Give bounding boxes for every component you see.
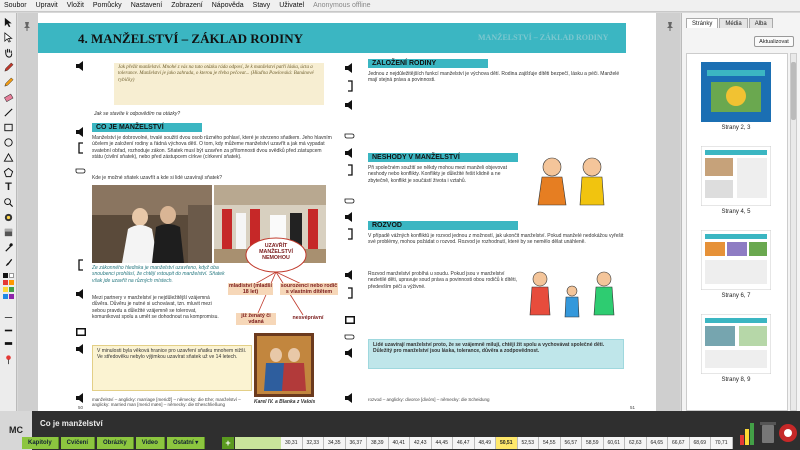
page-button[interactable]: 60,61 [604, 437, 626, 449]
menu-soubor[interactable]: Soubor [4, 2, 27, 9]
thumbnail-image [701, 62, 771, 122]
app-logo: MC [0, 411, 32, 450]
color-purple[interactable] [9, 294, 14, 299]
bracket-right-icon[interactable] [343, 163, 357, 177]
section-bar-neshody [368, 153, 518, 162]
definition-text: Manželství je dobrovolné, trvalé soužití dvou osob různého pohlaví, které je stvrzeno sňatkem. Jeho hlavním účelem je založení rodiny a řádná výchova dětí. O tom, kdy můžeme manželství uzavřít a jak má vypadat svatební obřad, rozhoduje zákon. Sňatek musí být uzavřen za přítomnosti dvou svědků před zástupcem státu (civilní sňatek), nebo před zástupcem církve (církevní sňatek). [92, 135, 332, 161]
highlighter-icon[interactable] [2, 76, 15, 89]
glossary-left: manželství – anglicky: marriage [meridž] – německy: die Ehe; manželství – anglicky: married man [merid mæn] – německy: die Eheschließung [92, 397, 241, 407]
color-green[interactable] [9, 287, 14, 292]
page-button[interactable]: 40,41 [389, 437, 411, 449]
page-button[interactable]: 36,37 [346, 437, 368, 449]
menu-uzivatel[interactable]: Uživatel [279, 2, 305, 9]
magnifier-icon[interactable] [2, 196, 15, 209]
video-button[interactable]: Video [136, 437, 165, 449]
page-button[interactable]: 42,43 [410, 437, 432, 449]
menu-bar [0, 0, 800, 12]
settings-icon[interactable] [779, 424, 797, 442]
brush-icon[interactable] [2, 256, 15, 269]
thumbnail-8-9[interactable] [701, 314, 771, 383]
thumbnail-image [701, 230, 771, 290]
glossary-right: rozvod – anglicky: divorce [divórs] – německy: die Scheidung [368, 397, 490, 402]
running-head: MANŽELSTVÍ – ZÁKLAD RODINY [478, 33, 609, 42]
thumbnail-image [701, 146, 771, 206]
color-black[interactable] [3, 273, 8, 278]
bracket-left-icon[interactable] [74, 258, 88, 272]
speaker-icon[interactable] [343, 98, 357, 112]
section-bar-co-je [92, 123, 202, 132]
speaker-icon[interactable] [343, 210, 357, 224]
gallery-icon[interactable] [74, 325, 88, 339]
nav-buttons [22, 437, 207, 449]
speaker-icon[interactable] [74, 391, 88, 405]
mindmap-node-married: již ženatý či vdaná [236, 313, 276, 325]
painting-caption: Karel IV. a Blanka z Valois [254, 399, 316, 405]
bottom-bar [0, 411, 800, 450]
chart-icon[interactable] [740, 423, 754, 445]
photo-caption: Ze zákonného hlediska je manželství uzavřeno, když oba snoubenci prohlásí, že chtějí vstoupit do manželství. Sňatek však jde uzavřít na různých místech. [92, 265, 225, 284]
add-button[interactable]: + [222, 437, 234, 449]
page-button[interactable]: 68,69 [690, 437, 712, 449]
bracket-left-icon[interactable] [74, 141, 88, 155]
picker-icon[interactable] [2, 241, 15, 254]
side-panel [681, 13, 800, 411]
page-track[interactable] [235, 437, 281, 449]
page-button[interactable]: 70,71 [711, 437, 733, 449]
speaker-icon[interactable] [343, 346, 357, 360]
hand-pointing-icon[interactable] [343, 329, 357, 343]
page-thumbnails [686, 53, 788, 411]
thumbnail-6-7[interactable] [701, 230, 771, 299]
speaker-icon[interactable] [74, 125, 88, 139]
speaker-icon[interactable] [74, 342, 88, 356]
bottom-icons [738, 417, 800, 447]
menu-vlozit[interactable]: Vložit [66, 2, 84, 9]
color-red[interactable] [3, 280, 8, 285]
bracket-right-icon[interactable] [343, 286, 357, 300]
triangle-icon[interactable] [2, 151, 15, 164]
page-button[interactable]: 44,45 [432, 437, 454, 449]
stroke-thick-icon[interactable] [2, 337, 15, 350]
section-title-neshody: NESHODY V MANŽELSTVÍ [372, 154, 460, 161]
page-button-current[interactable]: 50,51 [496, 437, 518, 449]
family-text: Jednou z nejdůležitějších funkcí manželství je výchova dětí. Rodina zajišťuje dítěti bezpečí, lásku a péči. Manželé mají stejná práva a povinnosti. [368, 71, 620, 84]
page-button[interactable]: 54,55 [539, 437, 561, 449]
thumbnail-scrollbar[interactable] [790, 53, 797, 411]
text-tool-icon[interactable]: T [5, 181, 12, 193]
spotlight-icon[interactable] [2, 211, 15, 224]
trust-text: Mezi partnery v manželství je nejdůležitější vzájemná důvěra. Důvěru je nutné si uchovávat, tzn. mluvit mezi sebou pravdu a důležité vzájemně se tolerovat, komunikovat spolu a umět se dohodnout na kompromisu. [92, 295, 219, 321]
tool-palette [0, 13, 17, 413]
summary-highlight: Lidé uzavírají manželství proto, že se vzájemně milují, chtějí žít spolu a vychovávat společné děti. Důležitý pro manželství jsou láska, tolerance, důvěra a zodpovědnost. [368, 339, 624, 369]
trash-icon[interactable] [760, 422, 776, 443]
speaker-icon[interactable] [343, 146, 357, 160]
thumbnail-label: Strany 6, 7 [721, 293, 751, 299]
current-chapter: Co je manželství [32, 411, 272, 437]
history-note: V minulosti byla věková hranice pro uzavření sňatku mnohem nižší. Ve středověku nebylo výjimkou uzavírat sňatek už ve 14 letech. [92, 345, 252, 391]
hand-icon[interactable] [2, 46, 15, 59]
page-selector [281, 437, 733, 449]
tab-albums[interactable]: Alba [749, 18, 773, 28]
menu-nastaveni[interactable]: Nastavení [130, 2, 163, 9]
book-viewer [18, 13, 680, 411]
mindmap-node-minors: mladiství (mladší 18 let) [229, 283, 272, 295]
section-title-zalozeni: ZALOŽENÍ RODINY [372, 60, 437, 67]
gallery-icon[interactable] [343, 313, 357, 327]
hand-pointing-icon[interactable] [74, 163, 88, 177]
section-title-rozvod: ROZVOD [372, 222, 402, 229]
rectangle-icon[interactable] [2, 121, 15, 134]
line-icon[interactable] [2, 106, 15, 119]
court-text: Rozvod manželství probíhá u soudu. Pokud jsou v manželství nezletilé děti, upravuje soud práva a povinnosti obou rodičů k dítěti, především péči a výživné. [368, 271, 517, 290]
page-number-left: 50 [78, 405, 84, 410]
pin-icon[interactable] [20, 19, 34, 33]
section-bar-rozvod [368, 221, 518, 230]
page-button[interactable]: 64,65 [647, 437, 669, 449]
page-button[interactable]: 32,33 [303, 437, 325, 449]
page-button[interactable]: 34,35 [324, 437, 346, 449]
pen-icon[interactable] [2, 61, 15, 74]
speaker-icon[interactable] [343, 61, 357, 75]
mindmap-node-siblings: sourozenci nebo rodič s vlastním dítětem [280, 283, 338, 295]
menu-napoveda[interactable]: Nápověda [211, 2, 244, 9]
chapter-title: 4. MANŽELSTVÍ – ZÁKLAD RODINY [78, 31, 303, 46]
panel-tabs [686, 18, 774, 28]
divorce-illustration [522, 265, 622, 325]
wedding-photo [92, 185, 212, 263]
conflicts-text: Při společném soužití se někdy mohou mezi manželi objevovat neshody nebo konflikty. Konflikty je důležité řešit klidně a ne zbytečně, konflikt je součástí života i vztahů. [368, 165, 507, 184]
section-bar-zalozeni [368, 59, 488, 68]
thumbnail-label: Strany 8, 9 [721, 377, 751, 383]
select-arrow-icon[interactable] [2, 31, 15, 44]
speaker-icon[interactable] [74, 287, 88, 301]
divorce-text: V případě vážných konfliktů je rozvod jednou z možností, jak ukončit manželství. Pokud manželé nedokážou vyřešit své problémy, mohou požádat o rozvod. Rozvod je rozhodnutí, které by se nemělo dělat unáhleně. [368, 233, 624, 246]
curtain-icon[interactable] [2, 226, 15, 239]
exercises-button[interactable]: Cvičení [61, 437, 95, 449]
page-button[interactable]: 48,49 [475, 437, 497, 449]
arguing-couple-illustration [522, 149, 622, 211]
pointer-arrow-icon[interactable] [2, 16, 15, 29]
speaker-icon[interactable] [74, 59, 88, 73]
hand-pointing-icon[interactable] [343, 193, 357, 207]
eraser-icon[interactable] [2, 91, 15, 104]
refresh-button[interactable]: Aktualizovat [754, 36, 794, 47]
page-button[interactable]: 52,53 [518, 437, 540, 449]
scrollbar-thumb[interactable] [791, 62, 796, 120]
tab-pages[interactable]: Stránky [686, 18, 718, 28]
page-button[interactable]: 62,63 [625, 437, 647, 449]
images-button[interactable]: Obrázky [97, 437, 134, 449]
menu-zobrazeni[interactable]: Zobrazení [171, 2, 203, 9]
color-yellow[interactable] [3, 287, 8, 292]
thumbnail-label: Strany 2, 3 [721, 125, 751, 131]
page-button[interactable]: 58,59 [582, 437, 604, 449]
page-button[interactable]: 30,31 [281, 437, 303, 449]
menu-stavy[interactable]: Stavy [252, 2, 271, 9]
mindmap-node-incapacitated: nesvéprávní [292, 315, 324, 321]
page-button[interactable]: 38,39 [367, 437, 389, 449]
chapters-button[interactable]: Kapitoly [22, 437, 59, 449]
thumbnail-label: Strany 4, 5 [721, 209, 751, 215]
page-button[interactable]: 66,67 [668, 437, 690, 449]
color-orange[interactable] [9, 280, 14, 285]
pin-icon[interactable] [663, 19, 677, 33]
historical-painting [254, 333, 314, 397]
mindmap-center: UZAVŘÍT MANŽELSTVÍ NEMOHOU [259, 243, 293, 261]
polygon-icon[interactable] [2, 166, 15, 179]
thumbnail-image [701, 314, 771, 374]
user-status: Anonymous offline [313, 2, 371, 9]
page-button[interactable]: 56,57 [561, 437, 583, 449]
thumbnail-4-5[interactable] [701, 146, 771, 215]
photo-question: Kde je možné sňatek uzavřít a kde si lidé uzavírají sňatek? [92, 175, 223, 181]
page-button[interactable]: 46,47 [453, 437, 475, 449]
speaker-icon[interactable] [343, 391, 357, 405]
stroke-medium-icon[interactable] [2, 324, 15, 337]
stroke-thin-icon[interactable] [2, 311, 15, 324]
menu-upravit[interactable]: Upravit [35, 2, 58, 9]
speaker-icon[interactable] [343, 268, 357, 282]
tab-media[interactable]: Média [719, 18, 747, 28]
hand-pointing-icon[interactable] [343, 128, 357, 142]
pin-icon[interactable] [2, 353, 15, 366]
ellipse-icon[interactable] [2, 136, 15, 149]
color-blue[interactable] [3, 294, 8, 299]
menu-pomucky[interactable]: Pomůcky [92, 2, 122, 9]
other-dropdown[interactable]: Ostatní ▾ [167, 437, 205, 449]
bracket-right-icon[interactable] [343, 227, 357, 241]
quote-box: Jak přežít manželství. Mnohé z vás na tuto otázku ráda odpoví, že k manželství patří láska, úcta a tolerance. Manželství je jako zahrada, o kterou je třeba pečovat... (Hlaďna Pawlovská: Banánové rybičky) [114, 63, 324, 105]
page-number-right: 51 [630, 405, 636, 410]
quote-question: Jak se stavíte k odpovědím na otázky? [94, 111, 181, 117]
thumbnail-2-3[interactable] [701, 62, 771, 131]
section-title-co-je: CO JE MANŽELSTVÍ [96, 124, 164, 131]
bracket-right-icon[interactable] [343, 79, 357, 93]
color-white[interactable] [9, 273, 14, 278]
